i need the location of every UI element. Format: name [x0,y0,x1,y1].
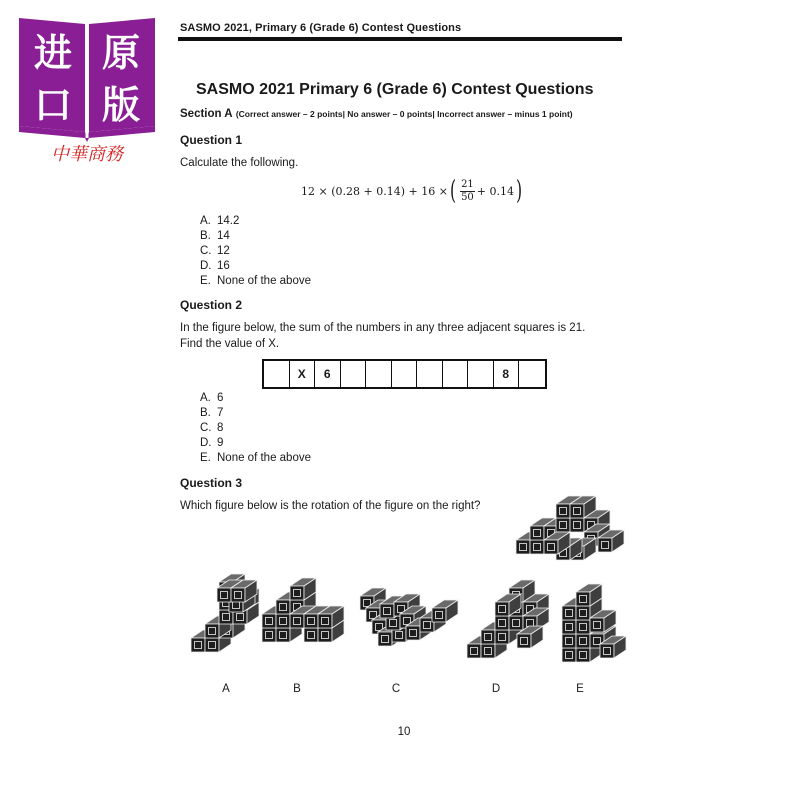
logo-subtitle: 中華商務 [51,144,123,164]
logo-char-3: 口 [33,83,73,127]
section-header [180,108,573,120]
formula-part-2: + 0.14 [476,184,515,198]
header-rule [178,37,622,41]
number-square [264,361,290,387]
formula-fraction [460,179,475,204]
fraction-numerator: 21 [461,178,474,190]
figure-label-d: D [491,683,501,695]
number-square [392,361,418,387]
option-figure-c[interactable] [360,588,458,646]
question-3-prompt: Which figure below is the rotation of the figure on the right? [180,500,481,512]
page-number: 10 [397,726,411,738]
section-name: Section A [180,108,233,120]
question-2-options [200,391,311,466]
option-figure-a[interactable] [191,574,259,652]
number-square [417,361,443,387]
option-b[interactable]: B. 14 [200,230,230,242]
question-3-heading: Question 3 [180,476,243,490]
number-square [519,361,545,387]
option-c[interactable]: C. 8 [200,422,224,434]
option-figure-e[interactable] [562,584,626,662]
option-a[interactable]: A. 14.2 [200,215,240,227]
number-squares-row [262,359,547,389]
figure-label-e: E [576,683,584,695]
formula-left-paren: ( [449,176,457,206]
formula-right-paren: ) [516,176,523,206]
number-square: X [290,361,316,387]
figure-label-b: B [293,683,301,695]
option-e[interactable]: E. None of the above [200,275,311,287]
number-square [366,361,392,387]
number-square: 8 [494,361,520,387]
number-square [341,361,367,387]
page-title: SASMO 2021 Primary 6 (Grade 6) Contest Questions [196,81,594,98]
option-figure-d[interactable] [467,580,549,658]
fraction-denominator: 50 [461,191,474,203]
number-square [443,361,469,387]
question-1-formula [301,178,524,204]
logo-char-4: 版 [101,83,141,127]
option-d[interactable]: D. 16 [200,260,230,272]
number-square [468,361,494,387]
logo-char-2: 原 [101,31,141,75]
option-c[interactable]: C. 12 [200,245,230,257]
question-2-prompt-line-1: In the figure below, the sum of the numbers in any three adjacent squares is 21. [180,322,586,334]
question-1-options [200,214,311,289]
option-figure-b[interactable] [262,578,344,642]
reference-figure [516,496,624,560]
question-2-prompt-line-2: Find the value of X. [180,338,280,350]
question-2-heading: Question 2 [180,298,243,312]
option-e[interactable]: E. None of the above [200,452,311,464]
figure-label-c: C [391,683,401,695]
formula-part-1: 12 × (0.28 + 0.14) + 16 × [301,184,448,198]
question-1-heading: Question 1 [180,133,243,147]
option-b[interactable]: B. 7 [200,407,224,419]
question-1-prompt: Calculate the following. [180,157,299,169]
option-a[interactable]: A. 6 [200,392,224,404]
running-header: SASMO 2021, Primary 6 (Grade 6) Contest Questions [180,22,462,34]
figure-label-a: A [222,683,230,695]
logo-char-1: 进 [33,31,73,75]
section-rules: (Correct answer – 2 points| No answer – 0 points| Incorrect answer – minus 1 point) [235,109,573,119]
number-square: 6 [315,361,341,387]
cube-figures [0,490,800,680]
option-d[interactable]: D. 9 [200,437,224,449]
publisher-logo [15,14,159,164]
